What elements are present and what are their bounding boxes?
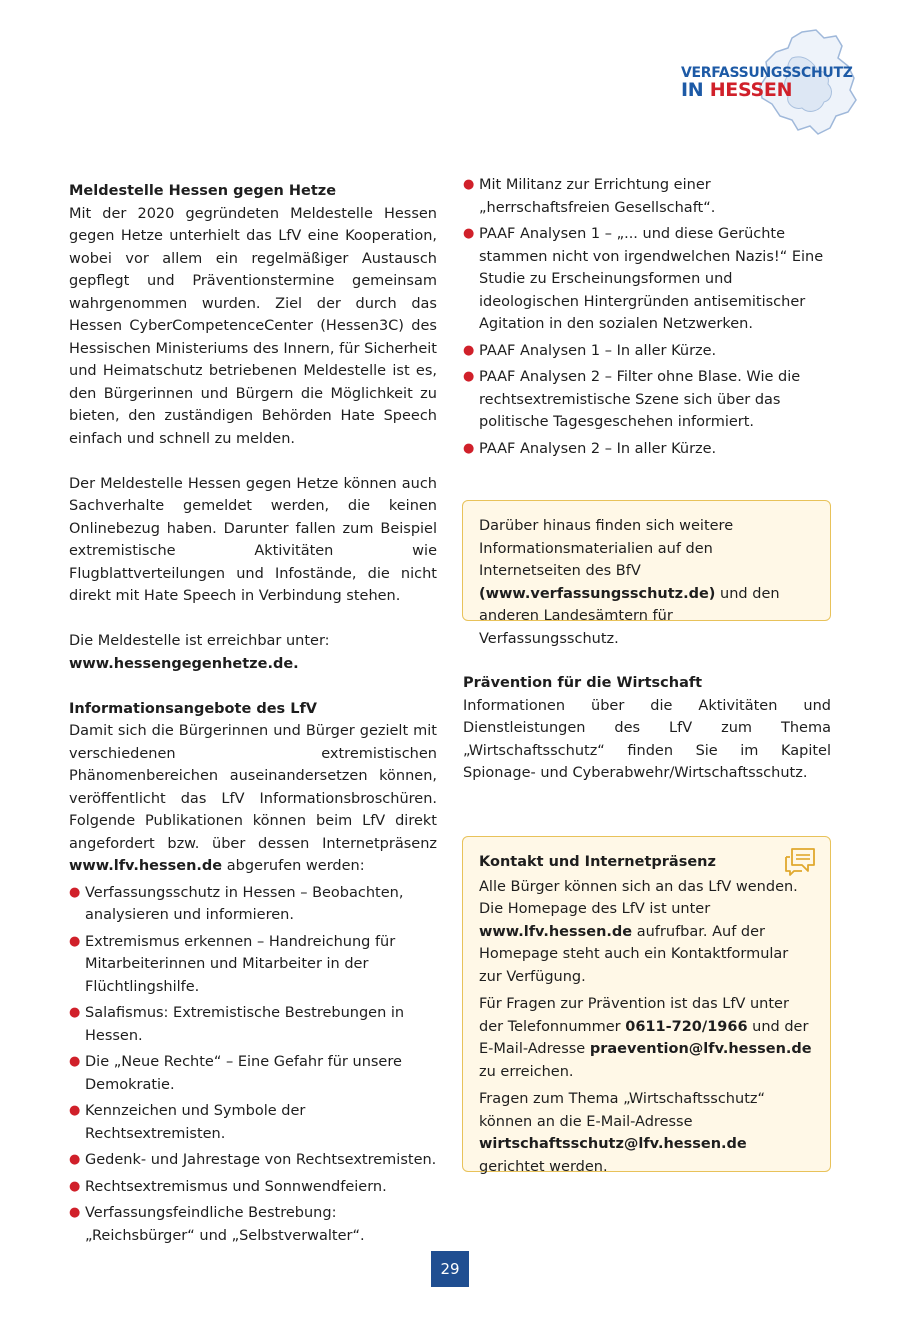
list-item: ● Mit Militanz zur Errichtung einer „herrschaftsfreien Gesellschaft“. xyxy=(463,177,716,216)
praevention-text: Informationen über die Aktivitäten und Dienstleistungen des LfV zum Thema „Wirtschaftsschutz“ finden Sie im Kapitel Spionage- und Cyberabwehr/Wirtschaftsschutz. xyxy=(463,697,831,781)
meldestelle-paragraph-1: Mit der 2020 gegründeten Meldestelle Hessen gegen Hetze unterhielt das LfV eine Kooperation, wobei vor allem ein regelmäßiger Austausch gepflegt und Präventionstermine gemeinsam wahrgenommen wurden. Ziel der durch das Hessen CyberCompetenceCenter (Hessen3C) des Hessischen Ministeriums des Innern, für Sicherheit und Heimatschutz betriebenen Meldestelle ist es, den Bürgerinnen und Bürgern die Möglichkeit zu bieten, den zuständigen Behörden Hate Speech einfach und schnell zu melden. xyxy=(69,205,437,447)
meldestelle-paragraph-2: Der Meldestelle Hessen gegen Hetze können auch Sachverhalte gemeldet werden, die keinen Onlinebezug haben. Darunter fallen zum Beispiel extremistische Aktivitäten wie Flugblattverteilungen und Infostände, die nicht direkt mit Hate Speech in Verbindung stehen. xyxy=(69,475,437,604)
lfv-homepage-url: www.lfv.hessen.de xyxy=(479,923,633,940)
page-number: 29 xyxy=(431,1251,469,1287)
chat-bubble-icon xyxy=(784,847,816,877)
list-item: ● Gedenk- und Jahrestage von Rechtsextremisten. xyxy=(69,1152,437,1168)
kontakt-paragraph-2: Für Fragen zur Prävention ist das LfV unter der Telefonnummer 0611-720/1966 und der E-Mail-Adresse praevention@lfv.hessen.de zu erreichen. xyxy=(479,996,812,1080)
list-item: ● Die „Neue Rechte“ – Eine Gefahr für unsere Demokratie. xyxy=(69,1054,402,1093)
logo-text-in-hessen: IN HESSEN xyxy=(681,79,793,101)
info-heading: Informationsangebote des LfV xyxy=(69,700,317,717)
logo xyxy=(676,28,862,140)
meldestelle-contact-text: Die Meldestelle ist erreichbar unter: xyxy=(69,633,330,649)
list-item: ● PAAF Analysen 2 – In aller Kürze. xyxy=(463,440,717,457)
info-box-text: Darüber hinaus finden sich weitere Informationsmaterialien auf den Internetseiten des BfV (www.verfassungsschutz.de) und den anderen Landesämtern für Verfassungsschutz. xyxy=(479,518,780,647)
list-item: ● Salafismus: Extremistische Bestrebungen in Hessen. xyxy=(69,1005,405,1044)
list-item: ● PAAF Analysen 1 – In aller Kürze. xyxy=(463,342,717,359)
publication-list-continued xyxy=(463,174,831,460)
publication-list xyxy=(69,882,437,1248)
info-intro: Damit sich die Bürgerinnen und Bürger gezielt mit verschiedenen extremistischen Phänomenbereichen auseinandersetzen können, veröffentlicht das LfV Informationsbroschüren. Folgende Publikationen können beim LfV direkt angefordert bzw. über dessen Internetpräsenz www.lfv.hessen.de abgerufen werden: xyxy=(69,723,437,874)
kontakt-heading: Kontakt und Internetpräsenz xyxy=(479,854,716,870)
lfv-url: www.lfv.hessen.de xyxy=(69,858,223,874)
praevention-section xyxy=(463,672,831,785)
list-item: ● Rechtsextremismus und Sonnwendfeiern. xyxy=(69,1178,387,1195)
kontakt-paragraph-1: Alle Bürger können sich an das LfV wenden. Die Homepage des LfV ist unter www.lfv.hessen.de aufrufbar. Auf der Homepage steht auch ein Kontaktformular zur Verfügung. xyxy=(479,878,798,985)
kontakt-box xyxy=(462,836,831,1175)
info-box-bfv xyxy=(462,500,831,647)
wirtschaftsschutz-email: wirtschaftsschutz@lfv.hessen.de xyxy=(479,1136,747,1152)
meldestelle-heading: Meldestelle Hessen gegen Hetze xyxy=(69,183,337,199)
kontakt-paragraph-3: Fragen zum Thema „Wirtschaftsschutz“ können an die E-Mail-Adresse wirtschaftsschutz@lfv.hessen.de gerichtet werden. xyxy=(479,1091,765,1175)
list-item: ● Verfassungsschutz in Hessen – Beobachten, analysieren und informieren. xyxy=(69,884,404,923)
meldestelle-url: www.hessengegenhetze.de. xyxy=(69,655,299,672)
phone-number: 0611-720/1966 xyxy=(625,1018,748,1035)
list-item: ● Kennzeichen und Symbole der Rechtsextremisten. xyxy=(69,1103,306,1142)
list-item: ● PAAF Analysen 2 – Filter ohne Blase. Wie die rechtsextremistische Szene sich über das politische Tagesgeschehen informiert. xyxy=(463,369,801,430)
left-column xyxy=(69,180,437,1251)
bfv-url: (www.verfassungsschutz.de) xyxy=(479,585,716,602)
list-item: ● Verfassungsfeindliche Bestrebung: „Reichsbürger“ und „Selbstverwalter“. xyxy=(69,1205,365,1244)
praevention-heading: Prävention für die Wirtschaft xyxy=(463,675,703,691)
logo-text-verfassungsschutz: VERFASSUNGSSCHUTZ xyxy=(681,65,853,81)
praevention-email: praevention@lfv.hessen.de xyxy=(589,1041,812,1057)
right-column xyxy=(463,174,831,464)
list-item: ● PAAF Analysen 1 – „... und diese Gerüchte stammen nicht von irgendwelchen Nazis!“ Eine Studie zu Erscheinungsformen und ideologischen Hintergründen antisemitischer Agitation in den sozialen Netzwerken. xyxy=(463,226,824,332)
list-item: ● Extremismus erkennen – Handreichung für Mitarbeiterinnen und Mitarbeiter in der Flüchtlingshilfe. xyxy=(69,933,396,995)
